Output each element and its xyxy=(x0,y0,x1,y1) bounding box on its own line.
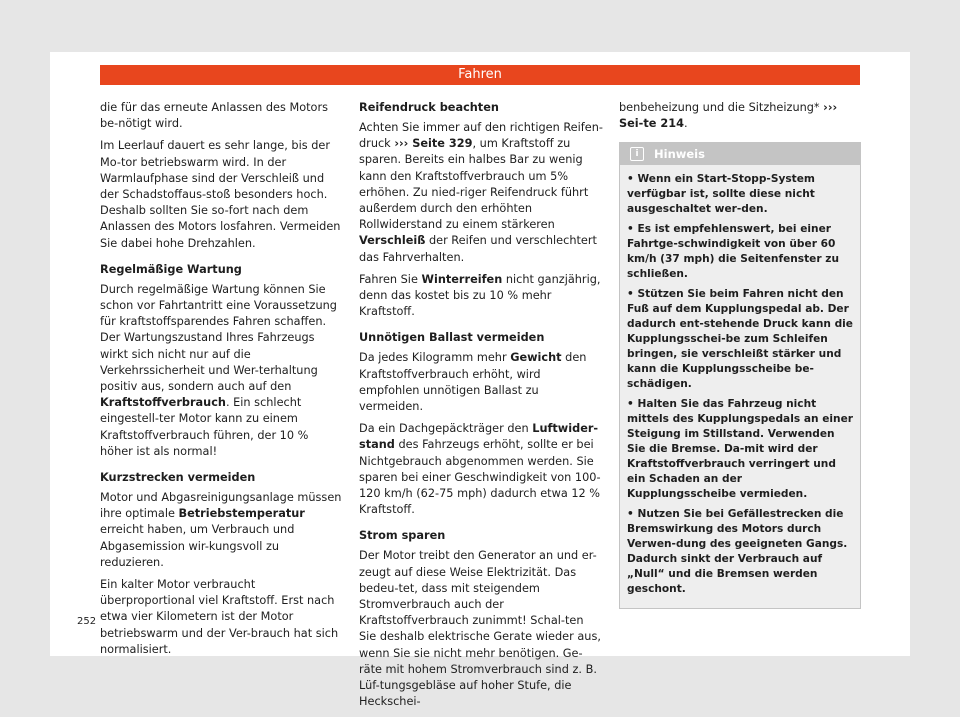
column-right xyxy=(619,100,861,138)
section-header xyxy=(100,65,860,85)
list-item: • Stützen Sie beim Fahren nicht den Fuß auf dem Kupplungspedal ab. Der dadurch ent-stehende Druck kann die Kupplungsschei-be zum Schleifen bringen, sie verschleißt stärker und kann die Kupplungsscheibe be-schädigen. xyxy=(627,288,853,390)
note-list xyxy=(620,165,860,608)
list-item: • Nutzen Sie bei Gefällestrecken die Bremswirkung des Motors durch Verwen-dung des geeigneten Gangs. Dadurch sinkt der Verbrauch auf „Null“ und die Bremsen werden geschont. xyxy=(627,508,848,595)
heading-save-power: Strom sparen xyxy=(359,529,446,543)
heading-tire-pressure: Reifendruck beachten xyxy=(359,101,499,114)
heading-regular-maintenance: Regelmäßige Wartung xyxy=(100,262,242,276)
paragraph: Motor und Abgasreinigungsanlage müssen ihre optimale Betriebstemperatur erreicht haben, um Verbrauch und Abgasemission wir-kungsvoll zu reduzieren. xyxy=(100,491,342,569)
paragraph: Da jedes Kilogramm mehr Gewicht den Kraftstoffverbrauch erhöht, wird empfohlen unnötigen Ballast zu vermeiden. xyxy=(359,351,587,414)
column-middle xyxy=(359,100,603,717)
list-item: • Halten Sie das Fahrzeug nicht mittels des Kupplungspedals an einer Steigung im Stillstand. Verwenden Sie die Bremse. Da-mit wird der Kraftstoffverbrauch verringert und ein Schaden an der Kupplungsscheibe vermieden. xyxy=(627,398,853,500)
heading-ballast: Unnötigen Ballast vermeiden xyxy=(359,331,545,345)
note-header xyxy=(620,143,860,165)
paragraph: Ein kalter Motor verbraucht überproportional viel Kraftstoff. Erst nach etwa vier Kilometern ist der Motor betriebswarm und der Ver-brauch hat sich normalisiert. xyxy=(100,578,339,656)
page-link[interactable]: ››› Sei-te 214 xyxy=(619,101,838,131)
note-title: Hinweis xyxy=(654,147,705,161)
page-link[interactable]: ››› Seite 329 xyxy=(394,137,473,151)
list-item: • Wenn ein Start-Stopp-System verfügbar ist, sollte diese nicht ausgeschaltet wer-den. xyxy=(627,173,815,215)
paragraph: die für das erneute Anlassen des Motors be-nötigt wird. xyxy=(100,101,328,131)
paragraph: Achten Sie immer auf den richtigen Reifen-druck ››› Seite 329, um Kraftstoff zu sparen. Bereits ein halbes Bar zu wenig kann den Kraftstoffverbrauch um 5% erhöhen. Zu nied-riger Reifendruck führt außerdem durch den erhöhten Rollwiderstand zu einem stärkeren Verschleiß der Reifen und verschlechtert das Fahrverhalten. xyxy=(359,121,603,264)
list-item: • Es ist empfehlenswert, bei einer Fahrtge-schwindigkeit von über 60 km/h (37 mph) die Seitenfenster zu schließen. xyxy=(627,223,839,280)
note-box xyxy=(619,142,861,609)
column-left xyxy=(100,100,344,664)
paragraph: Durch regelmäßige Wartung können Sie schon vor Fahrtantritt eine Voraussetzung für kraftstoffsparendes Fahren schaffen. Der Wartungszustand Ihres Fahrzeugs wirkt sich nicht nur auf die Verkehrssicherheit und Wer-terhaltung positiv aus, sondern auch auf den Kraftstoffverbrauch. Ein schlecht eingestell-ter Motor kann zu einem Kraftstoffverbrauch führen, der 10 % höher ist als normal! xyxy=(100,282,337,458)
heading-short-trips: Kurzstrecken vermeiden xyxy=(100,471,256,485)
paragraph: Der Motor treibt den Generator an und er-zeugt auf diese Weise Elektrizität. Das bedeu-tet, dass mit steigendem Stromverbrauch auch der Kraftstoffverbrauch zunimmt! Schal-ten Sie deshalb elektrische Gerate wieder aus, wenn Sie sie nicht mehr benötigen. Ge-räte mit hohem Stromverbrauch sind z. B. Lüf-tungsgebläse auf hoher Stufe, die Heckschei- xyxy=(359,549,601,709)
paragraph: Da ein Dachgepäckträger den Luftwider-stand des Fahrzeugs erhöht, sollte er bei Nichtgebrauch abgenommen werden. Sie sparen bei einer Geschwindigkeit von 100-120 km/h (62-75 mph) dadurch etwa 12 % Kraftstoff. xyxy=(359,422,601,517)
section-title: Fahren xyxy=(458,67,502,82)
paragraph: Fahren Sie Winterreifen nicht ganzjährig, denn das kostet bis zu 10 % mehr Kraftstoff. xyxy=(359,272,601,319)
paragraph: benbeheizung und die Sitzheizung* ››› Sei-te 214. xyxy=(619,101,838,131)
info-icon: i xyxy=(630,147,644,161)
paragraph: Im Leerlauf dauert es sehr lange, bis der Mo-tor betriebswarm wird. In der Warmlaufphase sind der Verschleiß und der Schadstoffaus-stoß besonders hoch. Deshalb sollten Sie so-fort nach dem Anlassen des Motors losfahren. Vermeiden Sie dabei hohe Drehzahlen. xyxy=(100,139,341,250)
page-number: 252 xyxy=(77,616,97,627)
